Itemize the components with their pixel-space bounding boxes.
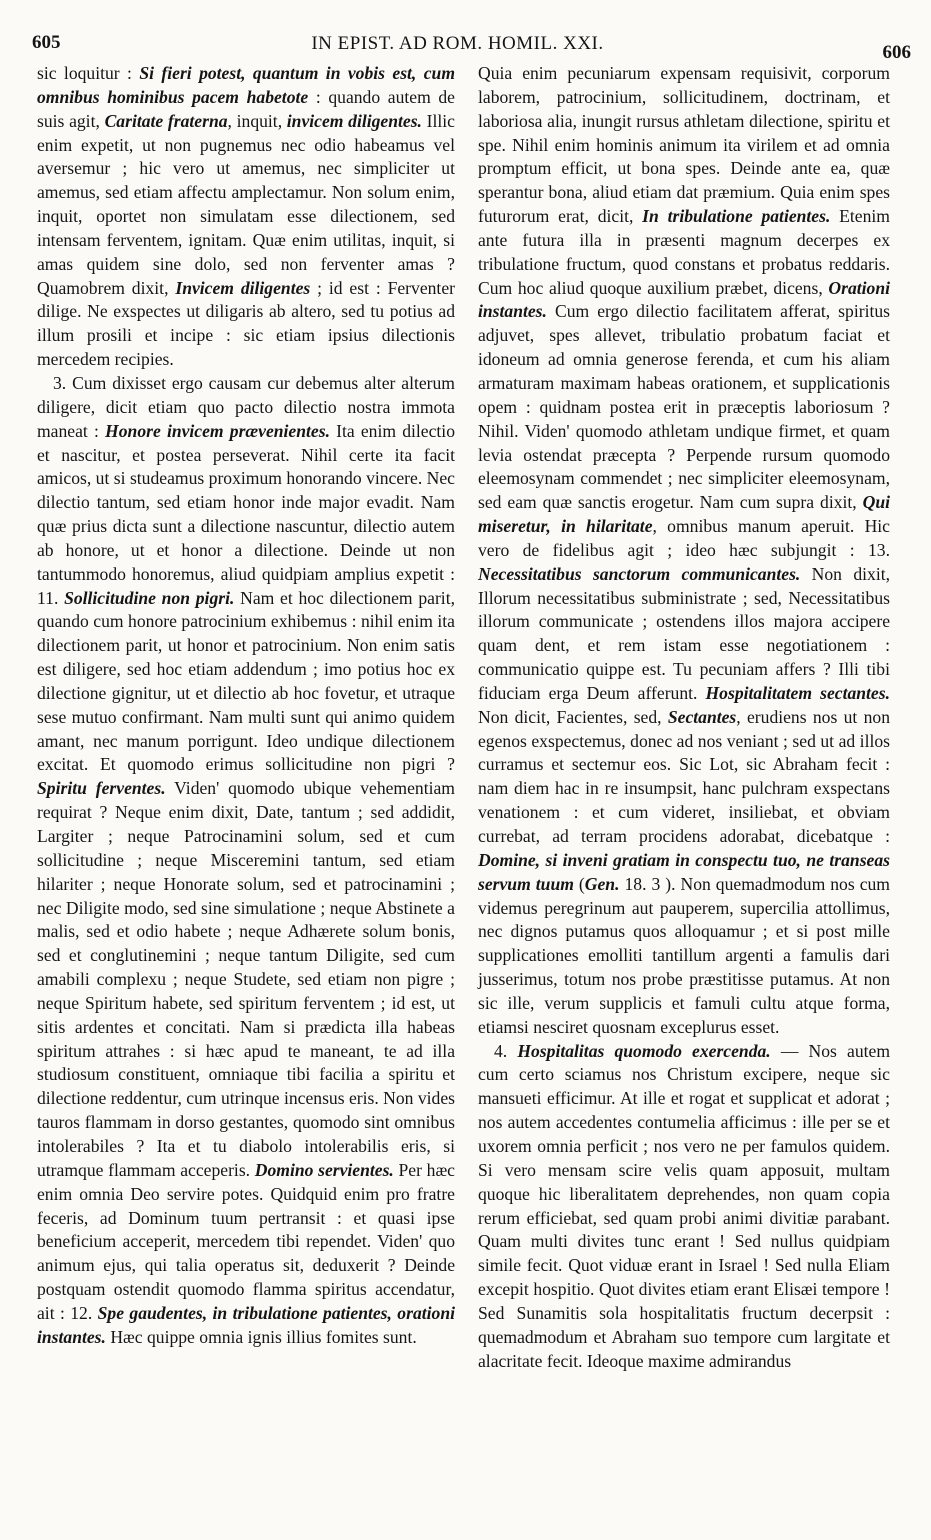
text-run: — Nos autem cum certo sciamus nos Christum excipere, neque sic mansueti efficimur. At ille et rogat et supplicat et adorat ; nos autem accedentes contumelia afficimus : ille per se et uxorem omnia perficit ; nos vero ne per famulos quidem. Si vero mensam scire velis quam apposuit, multam quoque hic liberalitatem deprehendes, non quam copia rerum efficiebat, sed quam probi animi divitiæ parabant. Quam multi divites tunc erant ! Sed nullus quidpiam simile fecit. Quot viduæ erant in Israel ! Sed nulla Eliam excepit hospitio. Quot divites etiam erant Elisæi tempore ! Sed Sunamitis sola hospitalitatis fructum decerpsit : quemadmodum et Abraham suo tempore cum largitate et alacritate fecit. Ideoque maxime admirandus [478, 1040, 891, 1371]
text-run: , inquit, [227, 110, 287, 131]
paragraph [478, 1040, 890, 1374]
left-column [37, 62, 455, 1350]
text-run: Per hæc enim omnia Deo servire potes. Quidquid enim pro fratre feceris, ad Dominum tuum pertransit : et quasi ipse beneficium acceperit, mercedem tibi rependet. Viden' quo animum ejus, qui talia operatus sit, deduxerit ? Deinde postquam ostendit quomodo flamma spiritus accendatur, ait : 12. [37, 1159, 455, 1323]
text-run: Etenim ante futura illa in præsenti magnum decerpes ex tribulatione fructum, quod constans et probatus reddaris. Cum hoc aliud quoque auxilium præbet, dicens, [478, 206, 890, 298]
text-run: Quia enim pecuniarum expensam requisivit, corporum laborem, patrocinium, sollicitudinem, doctrinam, et laboriosa alia, inungit rursus athletam dilectione, spiritu et spe. Nihil enim hominis animum ita virilem et ad omnia promptum efficit, ut bona spes. Deinde ante ea, quæ sperantur bona, aliud etiam dat præmium. Quia enim spes futurorum erat, dicit, [478, 63, 890, 227]
text-run: Ita enim dilectio et nascitur, et postea perseverat. Nihil certe ita facit amicos, ut si studeamus proximum honorando vincere. Nec dilectio tantum, sed etiam honor inde major evadit. Nam quæ prius dicta sunt a dilectione nascuntur, dilectio autem ab honore, ut et honor a dilectione. Deinde ut non tantummodo honoremus, aliud quidpiam amplius expetit : 11. [37, 420, 455, 608]
italic-text: Domine, si inveni gratiam in conspectu tuo, ne transeas servum tuum [478, 849, 890, 894]
text-run: Viden' quomodo ubique vehementiam requirat ? Neque enim dixit, Date, tantum ; sed addidit, Largiter ; neque Patrocinamini solum, sed et cum sollicitudine ; neque Misceremini tantum, sed etiam hilariter ; neque Honorate solum, sed et patrocinamini ; nec Diligite modo, sed sine simulatione ; neque Abstinete a malis, sed et odio habete ; neque Adhærete solum bonis, sed et conglutinemini ; neque tantum Diligite, sed cum amabili complexu ; neque Studete, sed etiam non pigre ; neque Spiritum habete, sed spiritum ferventem ; id est, ut sitis ardentes et concitati. Nam si prædicta illa habeas spiritum attrahes : si hæc apud te maneant, te ad illa studiosum constituent, omniaque tibi facilia a spiritu et dilectione reddentur, cum utrinque incensus eris. Non vides tauros flammam in dorso gestantes, quomodo sint omnibus intolerabiles ? Ita et tu diabolo intolerabilis eris, si utramque flammam acceperis. [37, 778, 456, 1180]
text-run: Hæc quippe omnia ignis illius fomites sunt. [105, 1326, 417, 1347]
text-run: ; id est : Ferventer dilige. Ne exspectes ut diligaris ab altero, sed tu potius ad illum prosili et incipe : sic etiam ipsius dilectionis mercedem recipies. [37, 277, 455, 370]
italic-text: Hospitalitatem sectantes. [705, 682, 890, 703]
page-number-left: 605 [32, 32, 61, 53]
italic-text: Hospitalitas quomodo exercenda. [517, 1040, 771, 1061]
paragraph [478, 62, 890, 1040]
text-run: Cum ergo dilectio facilitatem afferat, spiritus adjuvet, spes allevet, tribulatio probatum faciat et idoneum ad omnia generose ferenda, et cum his aliam armaturam maximam habeas orationem, et supplicationis opem : quidnam postea erit in præceptis laboriosum ? Nihil. Viden' quomodo athletam undique firmet, et quam levia ostendat præcepta ? Perpende rursum quomodo eleemosynam commendet ; nec simpliciter eleemosynam, sed eam quæ sanctis erogetur. Nam cum supra dixit, [478, 301, 890, 513]
italic-text: Spiritu ferventes. [37, 778, 166, 799]
text-run: Non dicit, Facientes, sed, [478, 706, 668, 727]
running-title: IN EPIST. AD ROM. HOMIL. XXI. [311, 33, 604, 54]
italic-text: Caritate fraterna [104, 110, 228, 131]
italic-text: Qui miseretur, in hilaritate [478, 492, 890, 537]
italic-text: invicem diligentes. [286, 110, 422, 131]
italic-text: Spe gaudentes, in tribulatione patientes, orationi instantes. [37, 1302, 455, 1347]
italic-text: Domino servientes. [254, 1159, 394, 1180]
italic-text: Necessitatibus sanctorum communicantes. [478, 563, 801, 584]
page-header [30, 28, 911, 63]
text-run: ( [573, 873, 585, 894]
page-number-right: 606 [882, 42, 911, 63]
text-run: 4. [494, 1040, 518, 1061]
italic-text: Invicem diligentes [175, 277, 311, 298]
italic-text: Honore invicem prævenientes. [105, 420, 330, 441]
text-run: Non dixit, Illorum necessitatibus subministrate ; sed, Necessitatibus illorum communicate ; ostendens illos majora accipere quam dent, et rem istam esse negotiationem : communicatio quippe est. Tu pecuniam affers ? Illi tibi fiduciam erga Deum afferunt. [478, 563, 890, 703]
text-run: , erudiens nos ut non egenos exspectemus, donec ad nos veniant ; sed ut ad illos curramus et sectemur eos. Sic Lot, sic Abraham fecit : nam diem hac in re insumpsit, hanc pulchram exspectans venationem : et cum videret, insiliebat, et obviam currebat, ad terram procidens adorabat, dicebatque : [478, 706, 890, 846]
paragraph [37, 62, 455, 372]
text-run: Illic enim expetit, ut non pugnemus nec odio habeamus vel aversemur ; hic vero ut amemus, nec simpliciter ut amemus, sed etiam affectu amplectamur. Non solum enim, inquit, oportet non simulatam esse dilectionem, sed intensam ferventem, ignitam. Quæ enim utilitas, inquit, si amas quidem sine dolo, sed non ferventer amas ? Quamobrem dixit, [37, 110, 455, 298]
italic-text: Si fieri potest, quantum in vobis est, cum omnibus hominibus pacem habetote [37, 63, 456, 107]
text-run: 18. 3 ). Non quemadmodum nos cum videmus peregrinum aut pauperem, supercilia attollimus, nec dignos putamus quos alloquamur ; et si post mille supplicationes emolliti tantillum argenti a famulis dari jusserimus, totum nos probe præstitisse putamus. At non sic ille, verum supplicis et famuli cultu atque forma, etiamsi nesciret quosnam exceplurus esset. [478, 873, 890, 1037]
paragraph [37, 372, 455, 1350]
text-run: : quando autem de suis agit, [37, 86, 455, 131]
text-run: sic loquitur : [37, 63, 140, 83]
italic-text: Gen. [584, 873, 620, 894]
text-run: 3. Cum dixisset ergo causam cur debemus alter alterum diligere, dicit etiam quo pacto dilectio nostra immota maneat : [37, 372, 455, 441]
italic-text: Orationi instantes. [478, 277, 890, 322]
right-column [478, 62, 890, 1373]
text-run: , omnibus manum aperuit. Hic vero de fidelibus agit ; ideo hæc subjungit : 13. [478, 516, 890, 560]
italic-text: Sollicitudine non pigri. [64, 587, 235, 608]
text-run: Nam et hoc dilectionem parit, quando cum honore patrocinium exhibemus : nihil enim ita dilectionem parit, ut honor et patrocinium. Non enim satis est diligere, sed hoc etiam addendum ; imo potius hoc ex dilectione gignitur, ut et dilectio ab hoc fovetur, et utraque sese mutuo confirmant. Nam multi sunt qui animo quidem amant, nec manum porrigunt. Ideo undique dilectionem excitat. Et quomodo erimus sollicitudine non pigri ? [37, 587, 455, 775]
italic-text: In tribulatione patientes. [642, 206, 831, 227]
italic-text: Sectantes [667, 706, 737, 727]
